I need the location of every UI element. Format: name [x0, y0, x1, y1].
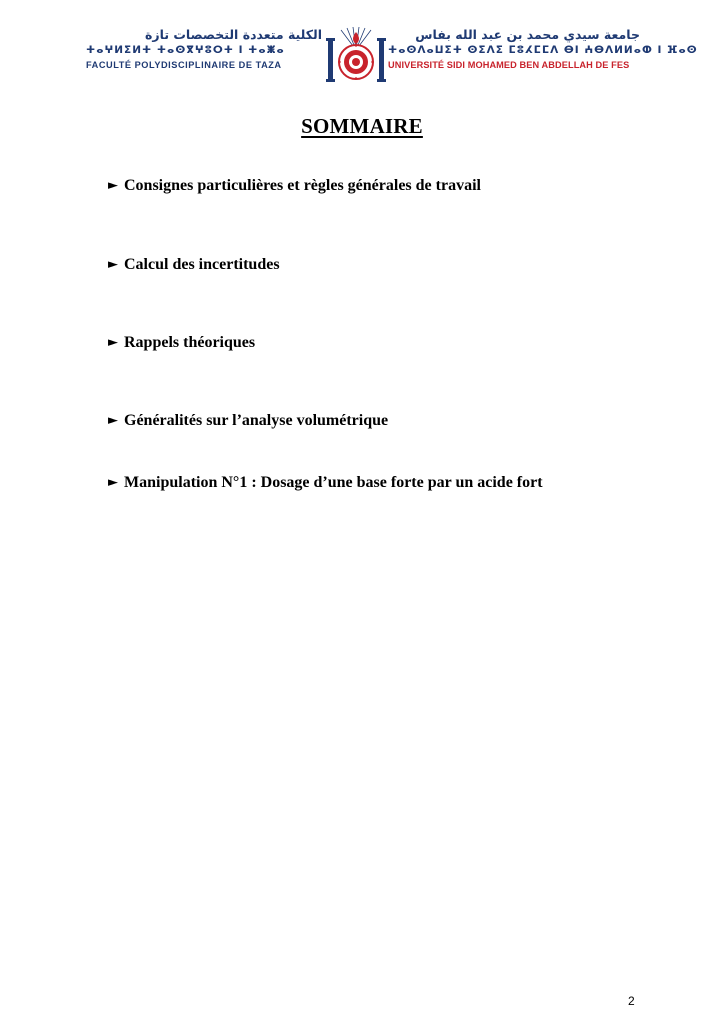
page-title: SOMMAIRE	[301, 114, 423, 138]
university-name-tifinagh: ⵜⴰⵙⴷⴰⵡⵉⵜ ⵙⵉⴷⵉ ⵎⵓⵃⵎⵎⴷ ⴱⵏ ⵄⴱⴷⵍⵍⴰⵀ ⵏ ⴼⴰⵙ	[388, 44, 698, 56]
faculty-name-latin: FACULTÉ POLYDISCIPLINAIRE DE TAZA	[86, 60, 282, 70]
university-name-latin: UNIVERSITÉ SIDI MOHAMED BEN ABDELLAH DE FES	[388, 60, 630, 70]
university-name-arabic: جامعة سيدي محمد بن عبد الله بفاس	[415, 27, 640, 42]
page-header	[86, 26, 698, 86]
toc-item-label: Généralités sur l’analyse volumétrique	[124, 412, 389, 429]
arrow-bullet-icon: ►	[108, 178, 118, 193]
arrow-bullet-icon: ►	[108, 335, 118, 350]
arrow-bullet-icon: ►	[108, 257, 118, 272]
toc-item-label: Calcul des incertitudes	[124, 256, 280, 273]
toc-item	[108, 412, 388, 430]
toc-item-label: Rappels théoriques	[124, 334, 256, 351]
toc-item-label: Manipulation N°1 : Dosage d’une base forte par un acide fort	[124, 474, 543, 491]
arrow-bullet-icon: ►	[108, 475, 118, 490]
faculty-name-tifinagh: ⵜⴰⵖⵍⵉⵍⵜ ⵜⴰⵙⴳⵖⵓⵔⵜ ⵏ ⵜⴰⵥⴰ	[86, 44, 285, 56]
faculty-header-block	[86, 26, 322, 72]
toc-item	[108, 256, 280, 274]
page-number: 2	[628, 994, 635, 1008]
university-header-block	[388, 26, 698, 72]
arrow-bullet-icon: ►	[108, 413, 118, 428]
university-emblem-icon	[325, 26, 387, 84]
toc-item	[108, 474, 543, 492]
toc-item	[108, 177, 481, 195]
toc-item-label: Consignes particulières et règles générales de travail	[124, 177, 481, 194]
toc-item	[108, 334, 255, 352]
faculty-name-arabic: الكلية متعددة التخصصات تازة	[145, 27, 322, 42]
